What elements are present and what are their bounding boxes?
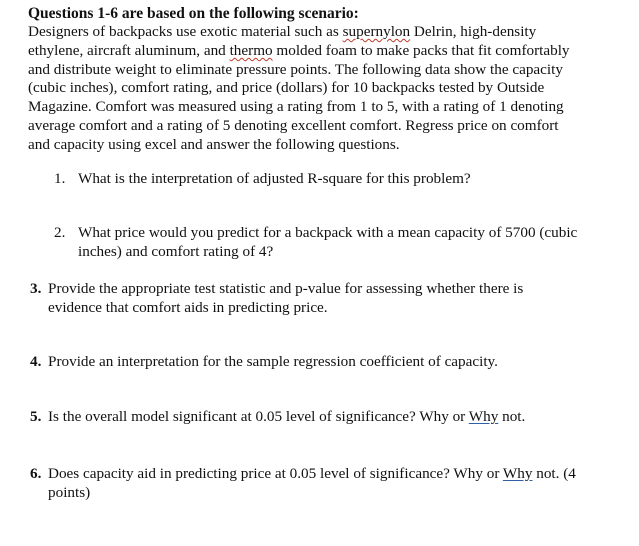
- scenario-text: Delrin, high-density: [410, 23, 537, 40]
- question-text-segment: not.: [498, 408, 526, 425]
- question-text-segment: Is the overall model significant at 0.05 level of significance? Why or: [48, 408, 469, 425]
- question-text-segment: not. (4: [532, 465, 576, 482]
- scenario-line: (cubic inches), comfort rating, and price (dollars) for 10 backpacks tested by Outside: [28, 79, 545, 97]
- question-line: [48, 408, 620, 427]
- scenario-line: and distribute weight to eliminate pressure points. The following data show the capacity: [28, 60, 563, 78]
- question-text-segment: Does capacity aid in predicting price at 0.05 level of significance? Why or: [48, 465, 503, 482]
- question-text: [30, 408, 620, 427]
- question-6: [30, 465, 620, 503]
- question-3: [30, 280, 620, 318]
- question-4: [30, 353, 620, 372]
- question-text: [54, 224, 614, 262]
- grammar-flag-word: Why: [468, 408, 499, 425]
- question-text: [30, 465, 620, 503]
- scenario-line: Magazine. Comfort was measured using a rating from 1 to 5, with a rating of 1 denoting: [28, 98, 564, 116]
- question-text: [54, 170, 614, 189]
- scenario-paragraph: [28, 23, 632, 155]
- question-5: [30, 408, 620, 427]
- question-number: 1.: [54, 170, 66, 187]
- scenario-text: ethylene, aircraft aluminum, and: [28, 41, 230, 59]
- question-text: [30, 280, 620, 318]
- question-line: points): [48, 483, 91, 501]
- question-line: Provide the appropriate test statistic and p-value for assessing whether there is: [48, 280, 524, 297]
- question-line: inches) and comfort rating of 4?: [78, 242, 274, 260]
- scenario-text: Designers of backpacks use exotic material such as: [28, 23, 343, 40]
- question-line: What price would you predict for a backpack with a mean capacity of 5700 (cubic: [78, 224, 578, 241]
- spellcheck-word: thermo: [229, 41, 273, 59]
- question-line: evidence that comfort aids in predicting price.: [48, 298, 328, 316]
- scenario-line: and capacity using excel and answer the following questions.: [28, 135, 400, 153]
- question-number: 2.: [54, 224, 66, 241]
- spellcheck-word: supernylon: [342, 23, 411, 40]
- question-line: [48, 465, 620, 484]
- question-2: [54, 224, 614, 262]
- question-number: 3.: [30, 280, 42, 297]
- scenario-line: average comfort and a rating of 5 denoting excellent comfort. Regress price on comfort: [28, 116, 559, 134]
- question-number: 5.: [30, 408, 42, 425]
- question-1: [54, 170, 614, 189]
- scenario-text: molded foam to make packs that fit comfortably: [272, 41, 570, 59]
- question-text: [30, 353, 620, 372]
- scenario-heading: Questions 1-6 are based on the following scenario:: [28, 5, 359, 22]
- question-number: 4.: [30, 353, 42, 370]
- grammar-flag-word: Why: [502, 465, 533, 482]
- question-line: What is the interpretation of adjusted R-square for this problem?: [78, 170, 471, 187]
- scenario-line: [28, 23, 632, 42]
- question-line: Provide an interpretation for the sample regression coefficient of capacity.: [48, 353, 498, 370]
- question-number: 6.: [30, 465, 42, 482]
- scenario-line: [28, 42, 632, 61]
